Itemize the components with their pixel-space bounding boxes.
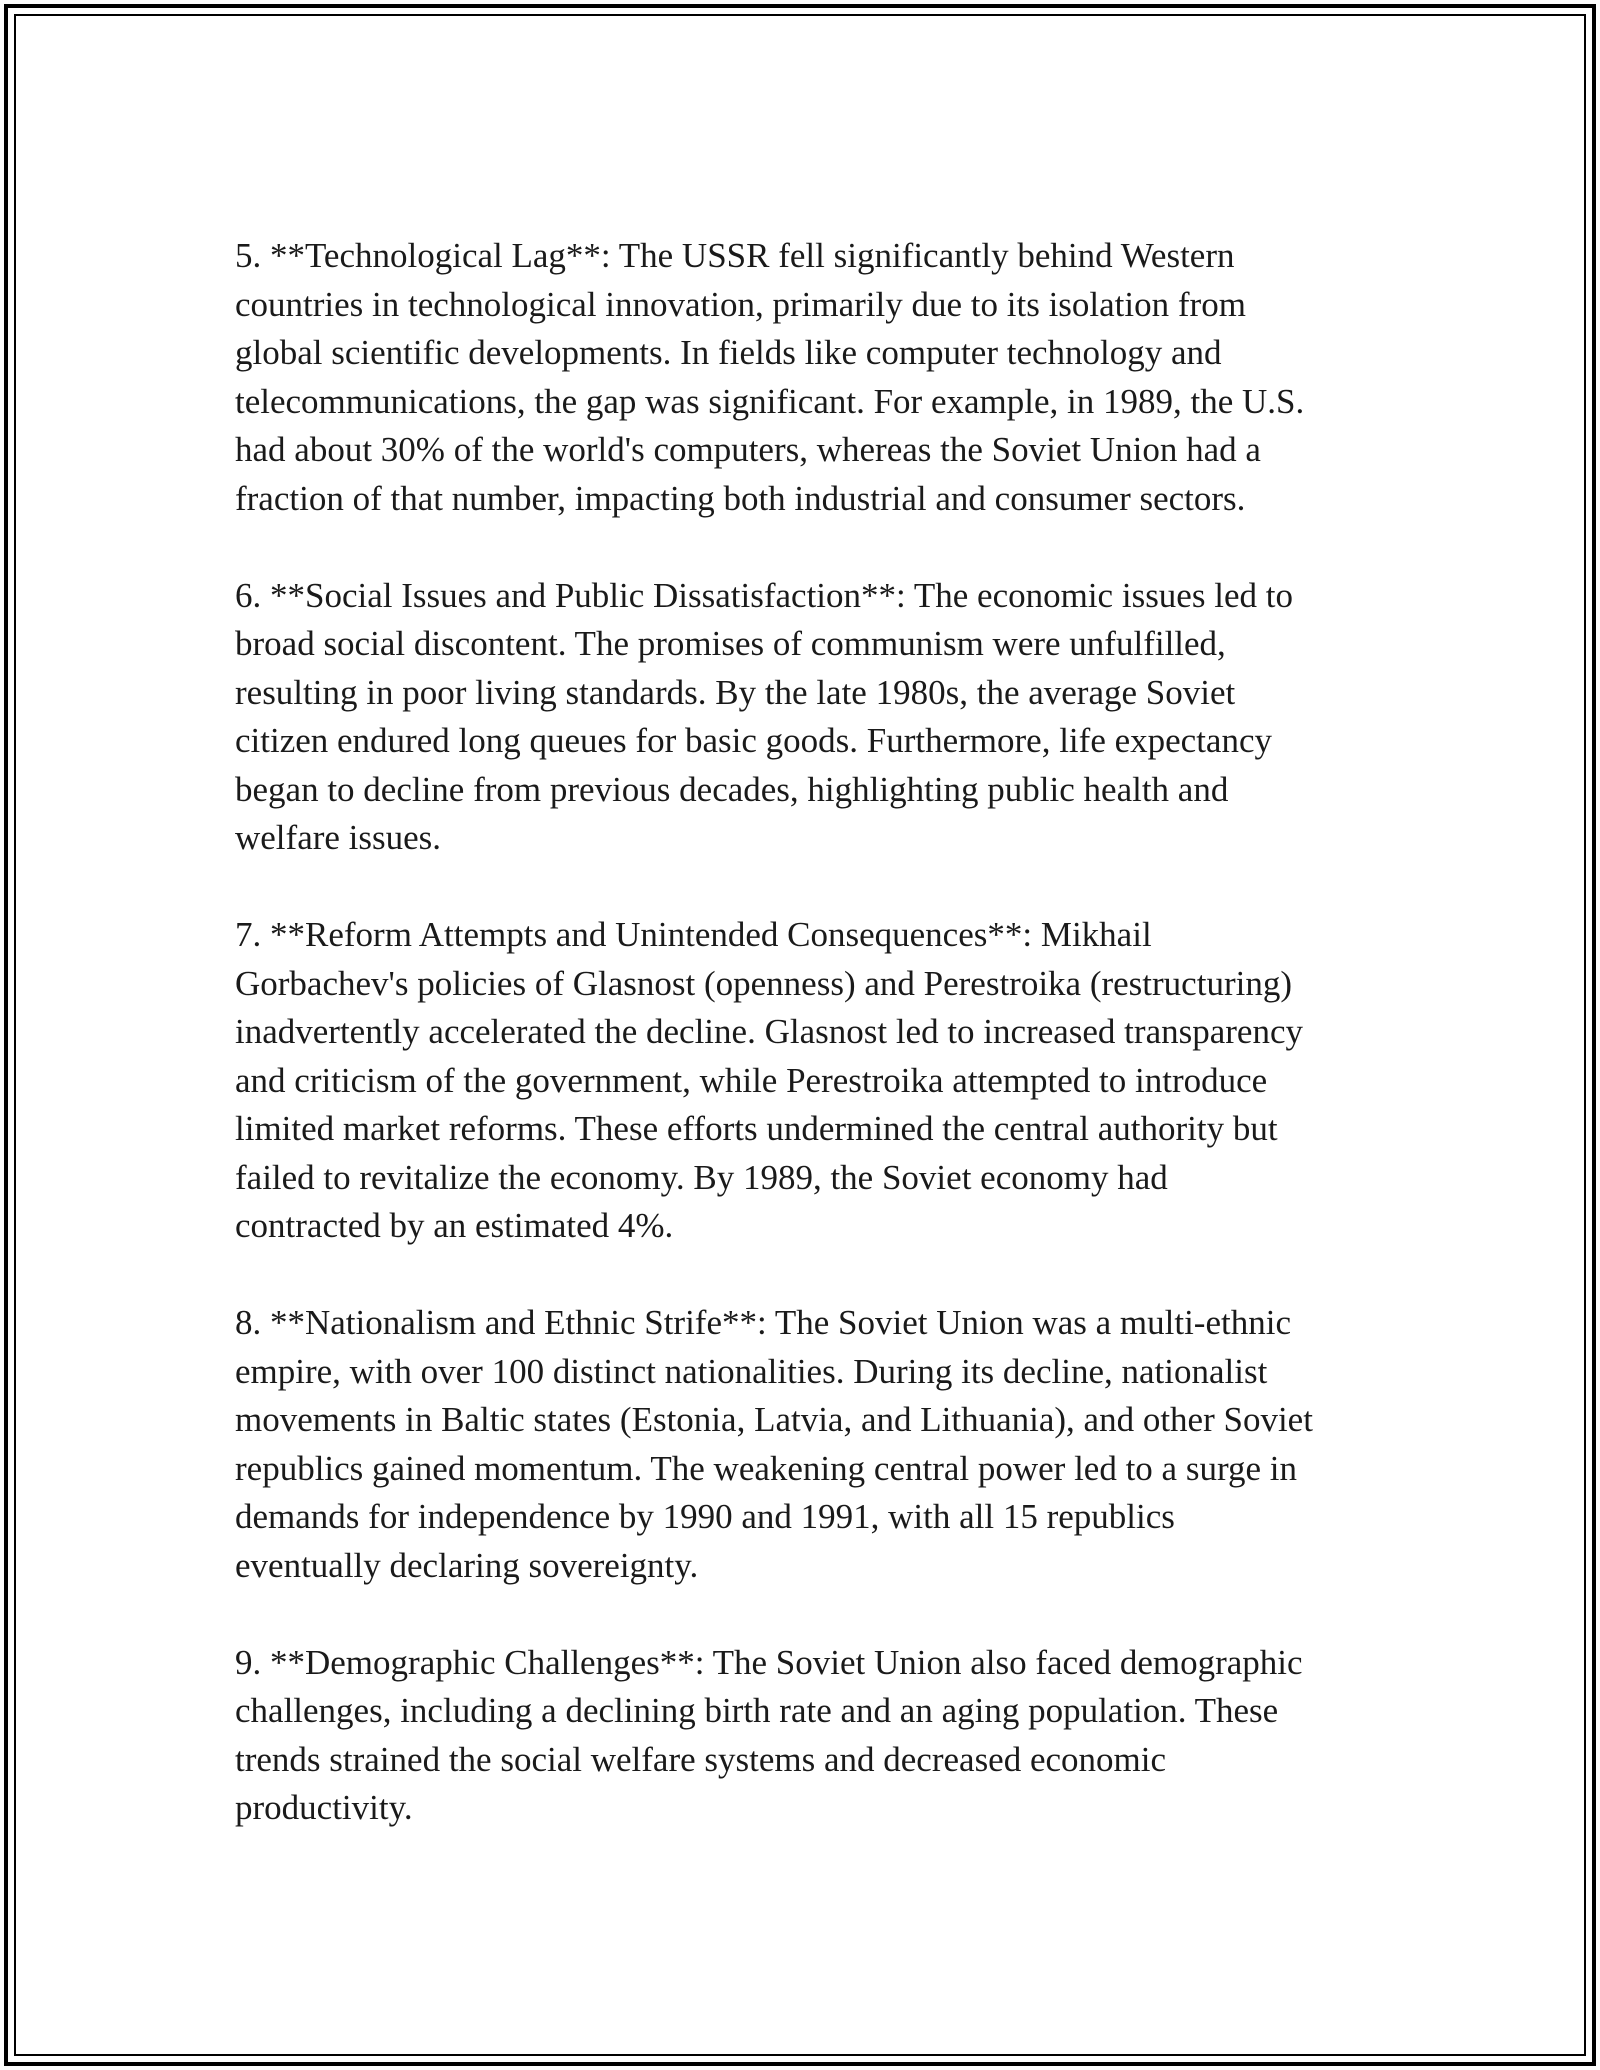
paragraph-social-issues: 6. **Social Issues and Public Dissatisfaction**: The economic issues led to broad social discontent. The promises of communism were unfulfilled, resulting in poor living standards. By the late 1980s, the average Soviet citizen endured long queues for basic goods. Furthermore, life expectancy began to decline from previous decades, highlighting public health and welfare issues. bbox=[235, 575, 1293, 857]
paragraph-technological-lag: 5. **Technological Lag**: The USSR fell significantly behind Western countries in technological innovation, primarily due to its isolation from global scientific developments. In fields like computer technology and telecommunications, the gap was significant. For example, in 1989, the U.S. had about 30% of the world's computers, whereas the Soviet Union had a fraction of that number, impacting both industrial and consumer sectors. bbox=[235, 236, 1305, 518]
paragraph-reform-attempts: 7. **Reform Attempts and Unintended Consequences**: Mikhail Gorbachev's policies of Glasnost (openness) and Perestroika (restructuring) inadvertently accelerated the decline. Glasnost led to increased transparency and criticism of the government, while Perestroika attempted to introduce limited market reforms. These efforts undermined the central authority but failed to revitalize the economy. By 1989, the Soviet economy had contracted by an estimated 4%. bbox=[235, 915, 1303, 1245]
paragraph-nationalism: 8. **Nationalism and Ethnic Strife**: The Soviet Union was a multi-ethnic empire, with over 100 distinct nationalities. During its decline, nationalist movements in Baltic states (Estonia, Latvia, and Lithuania), and other Soviet republics gained momentum. The weakening central power led to a surge in demands for independence by 1990 and 1991, with all 15 republics eventually declaring sovereignty. bbox=[235, 1303, 1313, 1585]
document-body bbox=[235, 232, 1375, 1881]
paragraph-demographic-challenges: 9. **Demographic Challenges**: The Soviet Union also faced demographic challenges, including a declining birth rate and an aging population. These trends strained the social welfare systems and decreased economic productivity. bbox=[235, 1642, 1303, 1827]
